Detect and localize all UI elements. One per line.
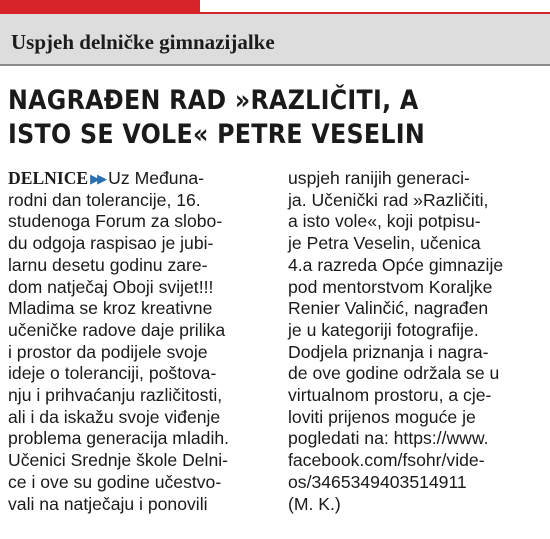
body-line: larnu desetu godinu zare- — [8, 254, 208, 275]
body-line: ideje o toleranciji, poštova- — [8, 363, 217, 384]
body-line: pogledati na: https://www. — [288, 428, 489, 449]
body-line: dom natječaj Oboji svijet!!! — [8, 276, 214, 297]
body-line: studenoga Forum za slobo- — [8, 211, 223, 232]
body-line-first — [8, 168, 278, 190]
body-line: nju i prihvaćanju različitosti, — [8, 385, 223, 406]
section-color-bar — [0, 0, 200, 14]
body-line: pod mentorstvom Koraljke — [288, 276, 493, 297]
body-line: rodni dan tolerancije, 16. — [8, 189, 201, 210]
headline-line: NAGRAĐEN RAD »RAZLIČITI, A — [8, 85, 419, 116]
article-column-2 — [288, 168, 550, 515]
body-line: de ove godine održala se u — [288, 363, 500, 384]
body-line: os/3465349403514911 — [288, 471, 467, 492]
body-line: je u kategoriji fotografije. — [288, 319, 479, 340]
rubric-title: Uspjeh delničke gimnazijalke — [11, 30, 275, 54]
body-line: ce i ove su godine učestvo- — [8, 471, 222, 492]
body-line: uspjeh ranijih generaci- — [288, 168, 470, 188]
body-line: Dodjela priznanja i nagra- — [288, 341, 489, 362]
body-line: je Petra Veselin, učenica — [288, 233, 481, 254]
body-line: Učenici Srednje škole Delni- — [8, 450, 229, 471]
rubric-band — [0, 14, 550, 66]
body-line: i prostor da podijele svoje — [8, 341, 208, 362]
body-line: ali i da iskažu svoje viđenje — [8, 406, 221, 427]
body-line: Renier Valinčić, nagrađen — [288, 298, 489, 319]
author-initials: (M. K.) — [288, 493, 341, 514]
body-line: ja. Učenički rad »Različiti, — [288, 189, 489, 210]
body-line: virtualnom prostoru, a cje- — [288, 385, 492, 406]
article-headline — [8, 84, 483, 152]
body-line: a isto vole«, koji potpisu- — [288, 211, 481, 232]
rubric-divider — [0, 64, 550, 66]
dateline: DELNICE — [8, 168, 89, 188]
body-line: loviti prijenos moguće je — [288, 406, 476, 427]
headline-line: ISTO SE VOLE« PETRE VESELIN — [8, 119, 426, 150]
body-line: Mladima se kroz kreativne — [8, 298, 213, 319]
body-line-text: Uz Međuna- — [108, 168, 205, 188]
article-column-1 — [8, 168, 278, 515]
body-line: problema generacija mladih. — [8, 428, 230, 449]
body-line: du odgoja raspisao je jubi- — [8, 233, 214, 254]
body-line: 4.a razreda Opće gimnazije — [288, 254, 504, 275]
body-line: vali na natječaju i ponovili — [8, 493, 208, 514]
double-arrow-icon: ▶▶ — [90, 171, 105, 186]
body-line: facebook.com/fsohr/vide- — [288, 450, 485, 471]
body-line: učeničke radove daje prilika — [8, 319, 226, 340]
